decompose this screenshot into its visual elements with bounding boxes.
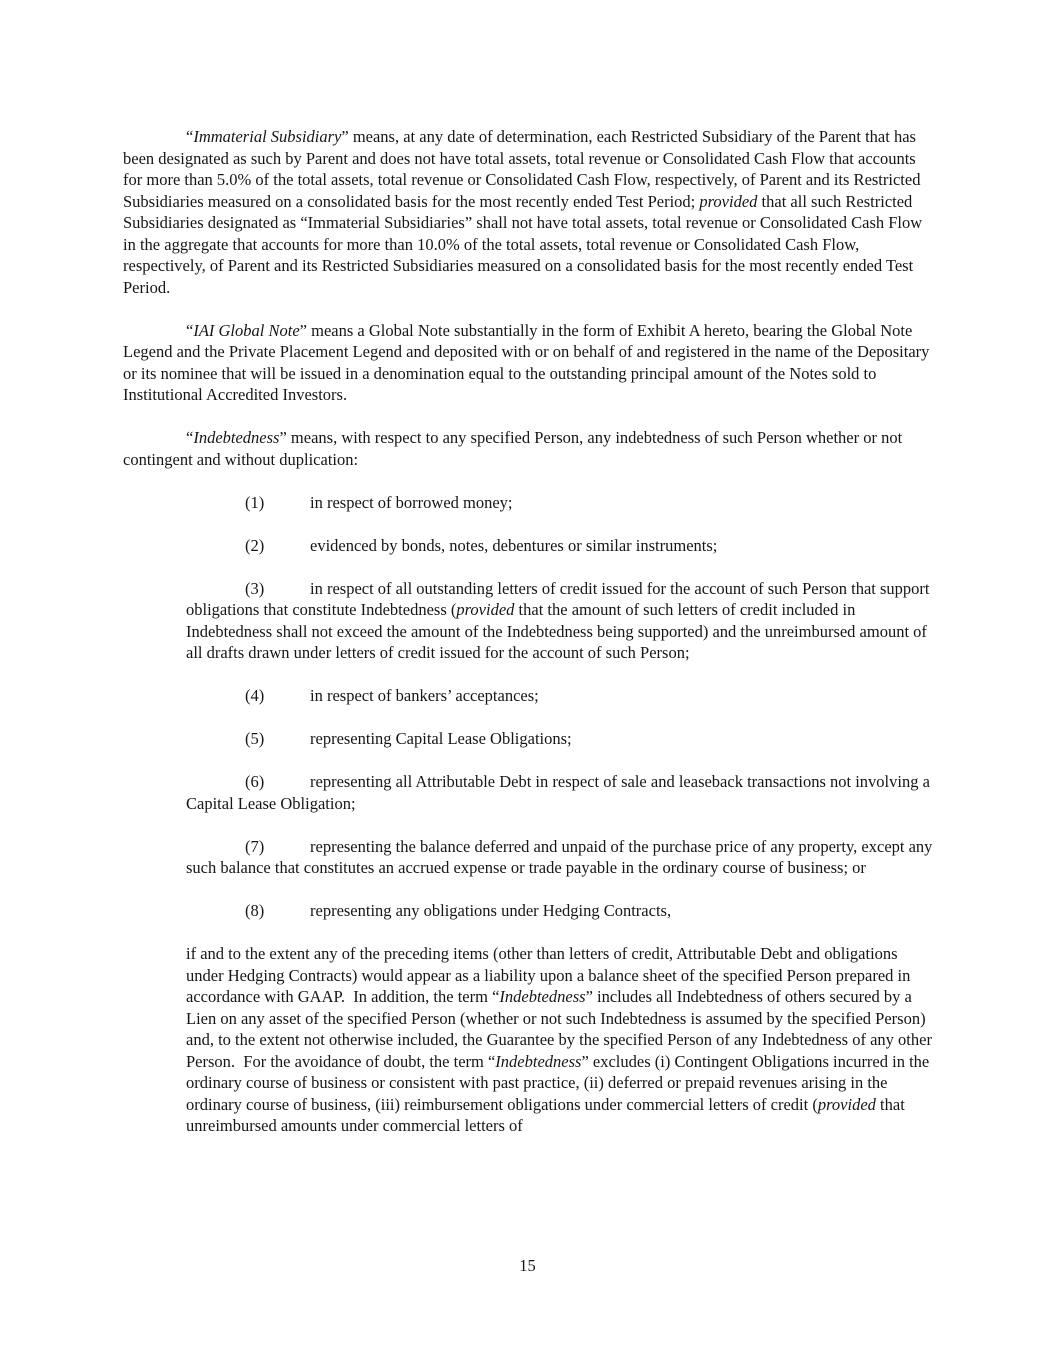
text-run: that the amount of such letters of credit included in Indebtedness shall not exceed the amount of the Indebtedness being supported) and the unreimbursed amount of all drafts drawn under letters of credit issued for the account of such Person; bbox=[186, 600, 932, 662]
text-run: that unreimbursed amounts under commercial letters of bbox=[186, 1094, 909, 1135]
text-run: in respect of bankers’ acceptances; bbox=[310, 686, 539, 705]
text-run: evidenced by bonds, notes, debentures or similar instruments; bbox=[310, 535, 718, 555]
term-iai-global-note: IAI Global Note bbox=[193, 320, 300, 340]
item-number: (6) bbox=[245, 772, 265, 791]
paragraph-indebtedness-definition bbox=[123, 427, 933, 470]
term-immaterial-subsidiary: Immaterial Subsidiary bbox=[193, 127, 342, 146]
text-run: ” means, with respect to any specified Person, any indebtedness of such Person whether or not contingent and without duplication: bbox=[123, 428, 907, 469]
list-item-6 bbox=[186, 771, 933, 814]
text-run: ” means a Global Note substantially in the form of Exhibit A hereto, bearing the Global Note Legend and the Private Placement Legend and deposited with or on behalf of and registered in the name of the Depositary or its nominee that will be issued in a denomination equal to the outstanding principal amount of the Notes sold to Institutional Accredited Investors. bbox=[123, 320, 934, 404]
text-run: “ bbox=[186, 428, 194, 447]
item-number: (7) bbox=[245, 836, 265, 856]
text-run: representing any obligations under Hedging Contracts, bbox=[310, 901, 672, 920]
term-indebtedness: Indebtedness bbox=[499, 987, 586, 1006]
item-number: (4) bbox=[245, 686, 265, 705]
item-number: (2) bbox=[245, 535, 265, 555]
text-run: representing Capital Lease Obligations; bbox=[310, 729, 572, 748]
text-run: ” means, at any date of determination, each Restricted Subsidiary of the Parent that has been designated as such by Parent and does not have total assets, total revenue or Consolidated Cash Flow that accounts for more than 5.0% of the total assets, total revenue or Consolidated Cash Flow, respectively, of Parent and its Restricted Subsidiaries measured on a consolidated basis for the most recently ended Test Period; bbox=[123, 127, 925, 211]
text-run: “ bbox=[186, 127, 194, 146]
item-number: (3) bbox=[245, 578, 265, 598]
paragraph-immaterial-subsidiary-definition bbox=[123, 126, 933, 298]
term-indebtedness: Indebtedness bbox=[193, 428, 280, 447]
text-run: ” includes all Indebtedness of others secured by a Lien on any asset of the specified Person (whether or not such Indebtedness is assumed by the specified Person) and, to the extent not otherwise included, the Guarantee by the specified Person of any Indebtedness of any other Person. For the avoidance of doubt, the term “ bbox=[186, 987, 937, 1071]
text-run: in respect of borrowed money; bbox=[310, 492, 513, 512]
text-run: that all such Restricted Subsidiaries designated as “Immaterial Subsidiaries” shall not have total assets, total revenue or Consolidated Cash Flow in the aggregate that accounts for more than 10.0% of the total assets, total revenue or Consolidated Cash Flow, respectively, of Parent and its Restricted Subsidiaries measured on a consolidated basis for the most recently ended Test Period. bbox=[123, 191, 927, 297]
item-number: (5) bbox=[245, 729, 265, 748]
text-run: in respect of all outstanding letters of credit issued for the account of such Person that support obligations that constitute Indebtedness ( bbox=[186, 578, 934, 619]
item-number: (1) bbox=[245, 492, 265, 512]
italic-provided: provided bbox=[699, 191, 758, 211]
italic-provided: provided bbox=[456, 600, 515, 619]
list-item-5 bbox=[186, 728, 933, 750]
list-item-2 bbox=[186, 535, 933, 557]
paragraph-indebtedness-continuation bbox=[186, 943, 937, 1137]
text-run: representing the balance deferred and unpaid of the purchase price of any property, except any such balance that constitutes an accrued expense or trade payable in the ordinary course of business; or bbox=[186, 836, 937, 877]
list-item-3 bbox=[186, 578, 933, 664]
list-item-1 bbox=[186, 492, 933, 514]
text-run: representing all Attributable Debt in respect of sale and leaseback transactions not involving a Capital Lease Obligation; bbox=[186, 772, 935, 813]
term-indebtedness: Indebtedness bbox=[495, 1051, 582, 1071]
italic-provided: provided bbox=[817, 1094, 876, 1114]
item-number: (8) bbox=[245, 901, 265, 920]
page-number: 15 bbox=[519, 1256, 536, 1275]
text-run: “ bbox=[186, 320, 194, 340]
list-item-7 bbox=[186, 836, 937, 879]
text-run: if and to the extent any of the preceding items (other than letters of credit, Attributable Debt and obligations under Hedging Contracts) would appear as a liability upon a balance sheet of the specified Person prepared in accordance with GAAP. In addition, the term “ bbox=[186, 944, 915, 1006]
paragraph-iai-global-note-definition bbox=[123, 320, 933, 406]
text-run: ” excludes (i) Contingent Obligations incurred in the ordinary course of business or consistent with past practice, (ii) deferred or prepaid revenues arising in the ordinary course of business, (iii) reimbursement obligations under commercial letters of credit ( bbox=[186, 1051, 934, 1114]
list-item-8 bbox=[186, 900, 933, 922]
indebtedness-clause-list bbox=[123, 492, 937, 922]
list-item-4 bbox=[186, 685, 933, 707]
